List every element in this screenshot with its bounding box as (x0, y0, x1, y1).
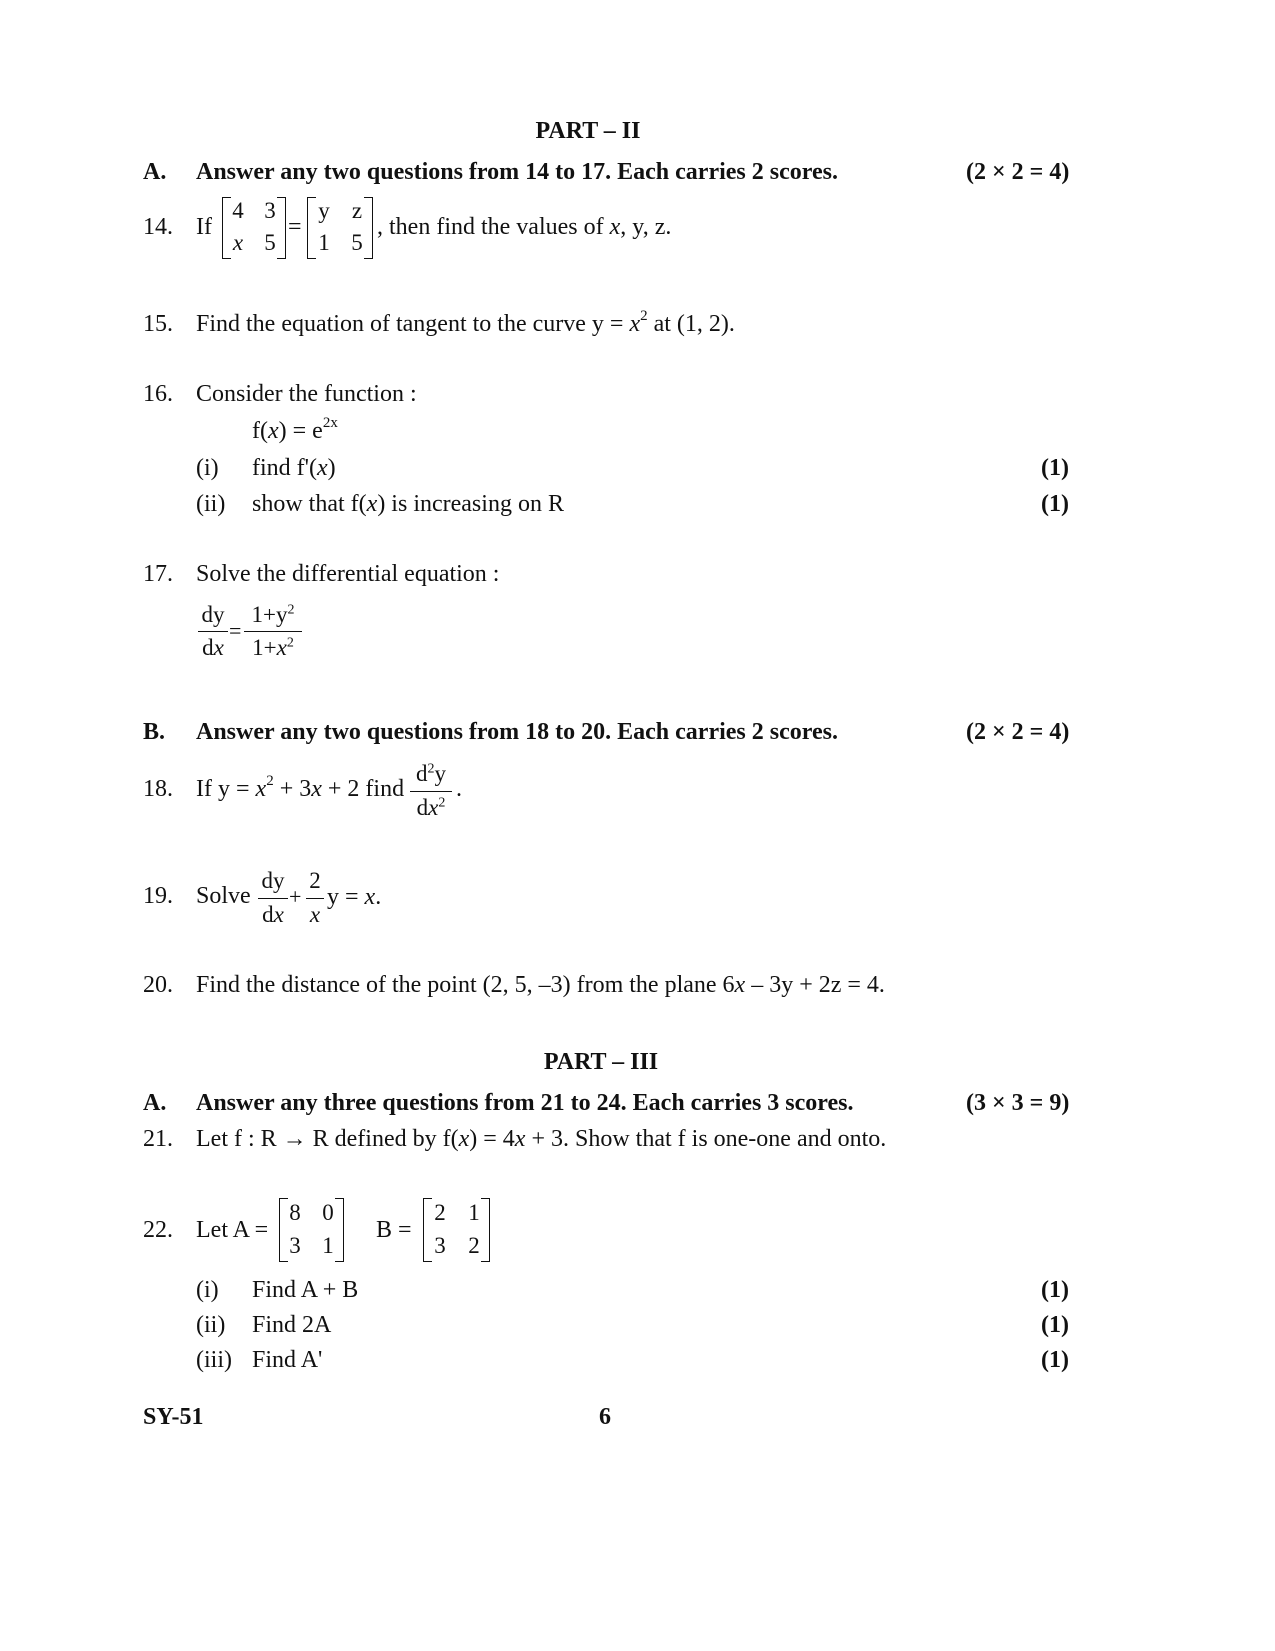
part3-section-a-letter: A. (143, 1090, 167, 1116)
fraction-numerator: $1+y^2$ (251, 602, 295, 627)
q22-let-b: B = (376, 1217, 412, 1243)
q22-number: 22. (143, 1217, 173, 1243)
q22-matrix-a (279, 1198, 344, 1262)
q16-text: Consider the function : (196, 381, 417, 407)
fraction-denominator: $1+x^2$ (252, 635, 294, 660)
matrix-cell: 1 (322, 1233, 334, 1258)
q20-number: 20. (143, 972, 173, 998)
q15-number: 15. (143, 311, 173, 337)
section-a-instruction: Answer any two questions from 14 to 17. Each carries 2 scores. (196, 159, 838, 185)
q22-part-i-marks: (1) (1041, 1277, 1069, 1303)
matrix-cell: 3 (434, 1233, 446, 1258)
matrix-cell: 3 (289, 1233, 301, 1258)
q19-number: 19. (143, 883, 173, 909)
q19-fraction-2-x (306, 868, 324, 928)
q18-text: If $y = x^2 + 3x + 2$ find (196, 773, 405, 802)
section-a-marks: (2 × 2 = 4) (966, 159, 1070, 185)
matrix-cell: 4 (232, 198, 244, 223)
matrix-cell: 0 (322, 1200, 334, 1225)
fraction-denominator: dx (262, 902, 284, 927)
q16-part-ii-text: show that f(x) is increasing on R (252, 491, 564, 517)
section-b-letter: B. (143, 719, 166, 745)
matrix-cell: 2 (468, 1233, 480, 1258)
q16-part-ii-marks: (1) (1041, 491, 1069, 517)
q18-fraction (410, 759, 452, 821)
fraction-numerator: 2 (309, 868, 321, 893)
part3-section-a-marks: (3 × 3 = 9) (966, 1090, 1070, 1116)
q20-text: Find the distance of the point (2, 5, –3) from the plane 6x – 3y + 2z = 4. (196, 972, 885, 998)
q14-suffix: , then find the values of x, y, z. (377, 214, 672, 240)
q22-part-ii-text: Find 2A (252, 1312, 332, 1338)
fraction-denominator: dx (202, 635, 224, 660)
matrix-cell: 3 (264, 198, 276, 223)
q17-text: Solve the differential equation : (196, 561, 500, 587)
matrix-cell: 5 (264, 230, 276, 255)
matrix-cell: 5 (351, 230, 363, 255)
matrix-cell: 1 (468, 1200, 480, 1225)
q22-let-a: Let A = (196, 1217, 269, 1243)
q21-number: 21. (143, 1126, 173, 1152)
q22-part-iii-marks: (1) (1041, 1347, 1069, 1373)
q18-period: . (456, 776, 462, 802)
q22-part-iii-text: Find A' (252, 1347, 323, 1373)
q19-tail: y = x. (327, 884, 382, 910)
q22-matrix-b (423, 1198, 490, 1262)
q16-function: $f(x) = e^{2x}$ (252, 415, 338, 444)
q16-part-i-text: find f'(x) (252, 455, 336, 481)
q14-matrix-left (222, 197, 286, 259)
q17-fraction-lhs (198, 602, 228, 660)
fraction-denominator: $dx^2$ (416, 795, 446, 820)
page-number: 6 (599, 1404, 611, 1430)
part-2-heading: PART – II (535, 118, 641, 144)
q22-part-iii-label: (iii) (196, 1347, 232, 1373)
q21-text: Let f : R → R defined by f(x) = 4x + 3. Show that f is one-one and onto. (196, 1126, 887, 1152)
q14-prefix: If (196, 214, 212, 240)
matrix-cell: 8 (289, 1200, 301, 1225)
fraction-numerator: dy (261, 868, 285, 893)
fraction-numerator: dy (201, 602, 225, 627)
part3-section-a-instruction: Answer any three questions from 21 to 24. Each carries 3 scores. (196, 1090, 854, 1116)
section-a-letter: A. (143, 159, 167, 185)
footer-code: SY-51 (143, 1404, 204, 1430)
matrix-cell: z (351, 198, 363, 223)
fraction-numerator: $d^2y$ (416, 761, 446, 786)
matrix-cell: x (232, 230, 244, 255)
matrix-cell: 1 (318, 230, 330, 255)
q14-matrix-right (307, 197, 373, 259)
q16-part-i-label: (i) (196, 455, 219, 481)
q22-part-i-text: Find A + B (252, 1277, 359, 1303)
q16-part-i-marks: (1) (1041, 455, 1069, 481)
q18-number: 18. (143, 776, 173, 802)
fraction-denominator: x (309, 902, 321, 927)
q17-fraction-rhs (244, 602, 302, 660)
q22-part-ii-marks: (1) (1041, 1312, 1069, 1338)
q19-plus: + (289, 884, 302, 909)
section-b-instruction: Answer any two questions from 18 to 20. Each carries 2 scores. (196, 719, 838, 745)
matrix-cell: y (318, 198, 330, 223)
section-b-marks: (2 × 2 = 4) (966, 719, 1070, 745)
q16-number: 16. (143, 381, 173, 407)
q19-text: Solve (196, 883, 251, 909)
q16-part-ii-label: (ii) (196, 491, 226, 517)
part-3-heading: PART – III (543, 1049, 659, 1075)
q17-number: 17. (143, 561, 173, 587)
q17-equals: = (229, 618, 242, 643)
q14-number: 14. (143, 214, 173, 240)
q15-text: Find the equation of tangent to the curve $y = x^2$ at (1, 2). (196, 308, 735, 337)
q19-fraction-dy-dx (258, 868, 288, 928)
matrix-cell: 2 (434, 1200, 446, 1225)
q22-part-ii-label: (ii) (196, 1312, 226, 1338)
q22-part-i-label: (i) (196, 1277, 219, 1303)
q14-equals: = (288, 214, 302, 240)
